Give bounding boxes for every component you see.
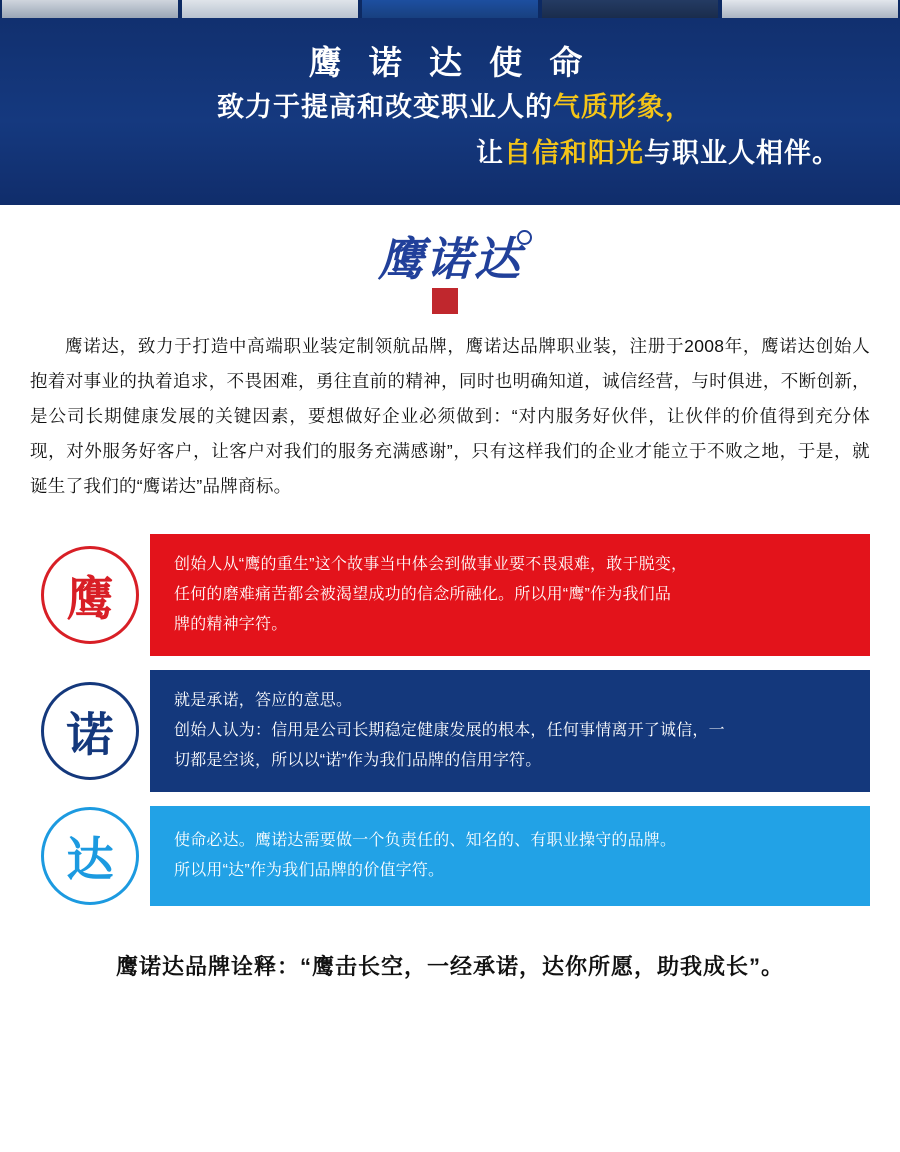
character-row-nuo (30, 670, 870, 792)
mission-line-1 (30, 84, 870, 130)
mission-line-2-prefix: 让 (476, 138, 504, 168)
mission-title: 鹰 诺 达 使 命 (308, 44, 592, 81)
character-badge-da-label: 达 (41, 807, 139, 905)
character-text-line: 使命必达。鹰诺达需要做一个负责任的、知名的、有职业操守的品牌。 (174, 832, 677, 849)
mission-line-2-suffix: 与职业人相伴。 (644, 138, 840, 168)
photo-thumbnail (542, 0, 718, 18)
character-badge-nuo (30, 670, 150, 792)
character-row-da (30, 806, 870, 906)
brand-logo-area (0, 205, 900, 325)
brand-slogan: 鹰诺达品牌诠释：“鹰击长空，一经承诺，达你所愿，助我成长”。 (115, 954, 784, 979)
mission-line-1-highlight: 气质形象， (553, 92, 693, 122)
character-rows (0, 534, 900, 906)
character-badge-nuo-label: 诺 (41, 682, 139, 780)
photo-thumbnail (362, 0, 538, 18)
character-text-line: 切都是空谈，所以以“诺”作为我们品牌的信用字符。 (174, 752, 542, 769)
character-text-line: 牌的精神字符。 (174, 616, 288, 633)
circle-icon (517, 230, 532, 245)
character-text-da (150, 806, 870, 906)
mission-line-2-highlight: 自信和阳光 (504, 138, 644, 168)
character-text-ying (150, 534, 870, 656)
brand-logo-text: 鹰诺达 (378, 232, 522, 286)
mission-line-2 (30, 130, 870, 176)
brand-logo (360, 230, 540, 322)
brand-seal-icon (432, 288, 458, 314)
character-text-line: 创始人认为：信用是公司长期稳定健康发展的根本，任何事情离开了诚信，一 (174, 722, 725, 739)
mission-banner (0, 18, 900, 205)
character-badge-ying (30, 534, 150, 656)
character-text-nuo (150, 670, 870, 792)
top-photo-strip (0, 0, 900, 18)
photo-thumbnail (722, 0, 898, 18)
character-text-line: 创始人从“鹰的重生”这个故事当中体会到做事业要不畏艰难，敢于脱变， (174, 556, 688, 573)
character-badge-da (30, 806, 150, 906)
character-row-ying (30, 534, 870, 656)
photo-thumbnail (2, 0, 178, 18)
character-text-line: 所以用“达”作为我们品牌的价值字符。 (174, 862, 445, 879)
intro-paragraph: 鹰诺达，致力于打造中高端职业装定制领航品牌，鹰诺达品牌职业装，注册于2008年，鹰诺达创始人抱着对事业的执着追求，不畏困难，勇往直前的精神，同时也明确知道，诚信经营，与时俱进，不断创新，是公司长期健康发展的关键因素，要想做好企业必须做到：“对内服务好伙伴，让伙伴的价值得到充分体现，对外服务好客户，让客户对我们的服务充满感谢”，只有这样我们的企业才能立于不败之地，于是，就诞生了我们的“鹰诺达”品牌商标。 (30, 336, 870, 496)
photo-thumbnail (182, 0, 358, 18)
character-text-line: 任何的磨难痛苦都会被渴望成功的信念所融化。所以用“鹰”作为我们品 (174, 586, 672, 603)
character-text-line: 就是承诺，答应的意思。 (174, 692, 353, 709)
mission-line-1-text: 致力于提高和改变职业人的 (217, 92, 553, 122)
character-badge-ying-label: 鹰 (41, 546, 139, 644)
